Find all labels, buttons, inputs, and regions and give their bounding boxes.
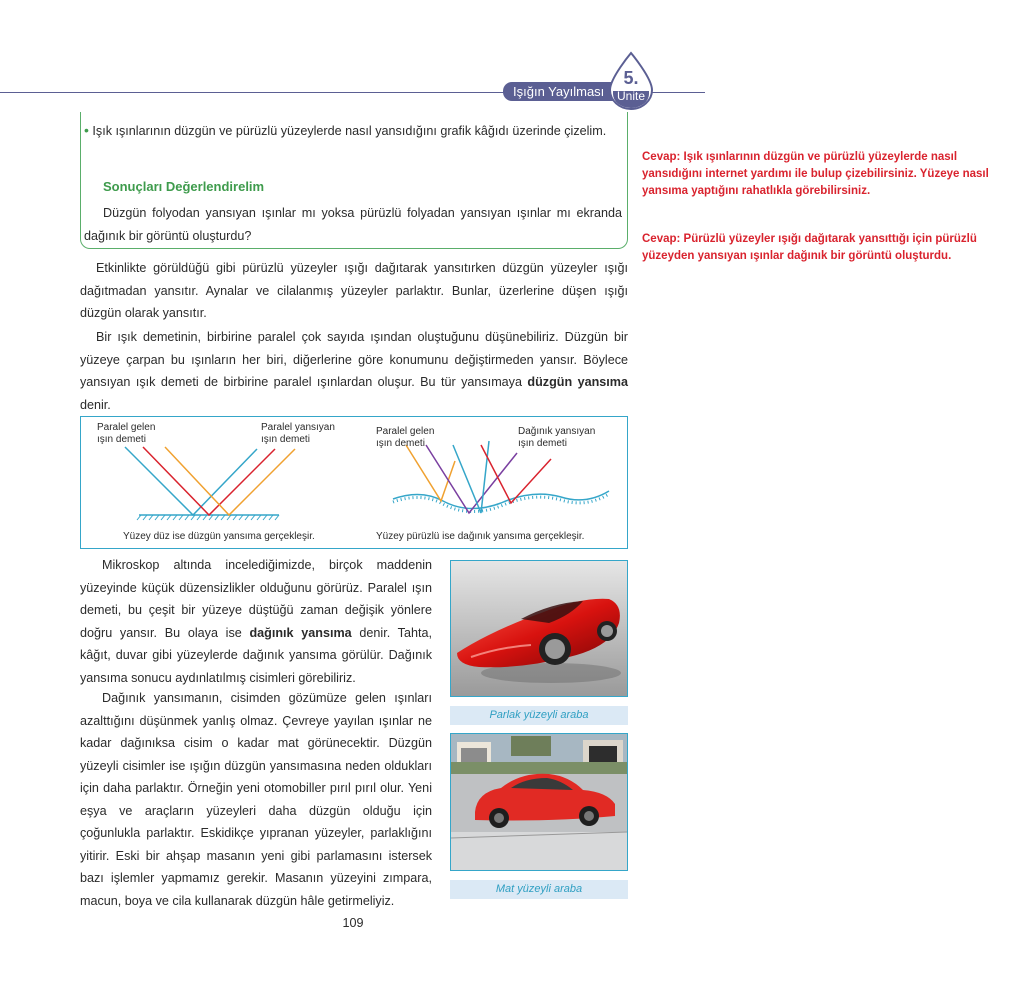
photo-caption-1: Parlak yüzeyli araba bbox=[450, 706, 628, 725]
paragraph-3: Mikroskop altında incelediğimizde, birçok maddenin yüzeyinde küçük düzensizlikler olduğunu görürüz. Paralel ışın demeti, bu çeşit bir yüzeye düştüğü zaman değişik yönlere doğru yansır. Bu olaya ise dağınık yansıma denir. Tahta, kâğıt, duvar gibi yüzeylerde dağınık yansıma görülür. Dağınık yansıma sonucu aydınlatılmış cisimleri görebiliriz. bbox=[80, 558, 432, 685]
left-caption: Yüzey düz ise düzgün yansıma gerçekleşir. bbox=[123, 531, 315, 542]
answer-1: Cevap: Işık ışınlarının düzgün ve pürüzlü yüzeylerde nasıl yansıdığını internet yardımı ile bulup çizebilirsiniz. Yüzeye nasıl yansıma yaptığını rahatlıkla görebilirsiniz. bbox=[642, 151, 989, 197]
left-reflected-label-1: Paralel yansıyan bbox=[261, 422, 335, 433]
glossy-car-photo bbox=[450, 560, 628, 697]
right-reflected-label-2: ışın demeti bbox=[518, 438, 567, 449]
matte-car-photo bbox=[450, 733, 628, 871]
left-reflected-label-2: ışın demeti bbox=[261, 434, 310, 445]
unit-number: 5. bbox=[623, 68, 639, 88]
unit-label: Ünite bbox=[616, 89, 645, 103]
matte-car-illustration bbox=[451, 734, 627, 870]
bullet-icon: • bbox=[84, 122, 89, 138]
right-incident-label-2: ışın demeti bbox=[376, 438, 425, 449]
glossy-car-illustration bbox=[451, 561, 627, 696]
right-reflected-label-1: Dağınık yansıyan bbox=[518, 426, 596, 437]
chapter-title: Işığın Yayılması bbox=[503, 82, 614, 101]
page-number: 109 bbox=[342, 916, 364, 930]
left-incident-label-2: ışın demeti bbox=[97, 434, 146, 445]
paragraph-4: Dağınık yansımanın, cisimden gözümüze gelen ışınları azalttığını düşünmek yanlış olmaz. Çevreye yayılan ışınlar ne kadar dağınıksa cisim o kadar mat görünecektir. Düzgün yüzeyli cisimler ise ışığın düzgün yansımasına neden oldukları için daha parlaktır. Örneğin yeni otomobiller pırıl pırıl olur. Yeni eşya ve araçların yüzeyleri daha düzgün olduğu için çoğunlukla parlaktır. Eskidikçe yıpranan yüzeyler, parlaklığını yitirir. Eski bir ahşap masanın yeni gibi parlamasını istersek bazı işlemler yapmamız gerekir. Masanın yüzeyini zımpara, macun, boya ve cila kullanarak düzgün hâle getirmeliyiz. bbox=[80, 691, 432, 908]
photo-caption-2: Mat yüzeyli araba bbox=[450, 880, 628, 899]
answer-2: Cevap: Pürüzlü yüzeyler ışığı dağıtarak yansıttığı için pürüzlü yüzeyden yansıyan ışınlar dağınık bir görüntü oluşturdu. bbox=[642, 233, 977, 262]
paragraph-1: Etkinlikte görüldüğü gibi pürüzlü yüzeyler ışığı dağıtarak yansıtırken düzgün yüzeyler ışığı dağıtmadan yansıtır. Aynalar ve cilalanmış yüzeyler parlaktır. Bunlar, üzerlerine düşen ışığı düzgün olarak yansıtır. bbox=[80, 261, 628, 320]
paragraph-2: Bir ışık demetinin, birbirine paralel çok sayıda ışından oluştuğunu düşünebiliriz. Düzgün bir yüzeye çarpan bu ışınların her biri, diğerlerine göre konumunu değiştirmeden yansır. Böylece yansıyan ışık demeti de birbirine paralel ışınlardan oluşur. Bu tür yansımaya düzgün yansıma denir. bbox=[80, 330, 628, 412]
section-title: Sonuçları Değerlendirelim bbox=[103, 179, 265, 194]
right-caption: Yüzey pürüzlü ise dağınık yansıma gerçekleşir. bbox=[376, 531, 585, 542]
reflection-figure bbox=[80, 416, 628, 549]
right-incident-label-1: Paralel gelen bbox=[376, 426, 435, 437]
activity-bullet: • Işık ışınlarının düzgün ve pürüzlü yüzeylerde nasıl yansıdığını grafik kâğıdı üzerinde çizelim. bbox=[84, 122, 607, 138]
activity-question: Düzgün folyodan yansıyan ışınlar mı yoksa pürüzlü folyadan yansıyan ışınlar mı ekranda dağınık bir görüntü oluşturdu? bbox=[84, 206, 622, 243]
left-incident-label-1: Paralel gelen bbox=[97, 422, 156, 433]
